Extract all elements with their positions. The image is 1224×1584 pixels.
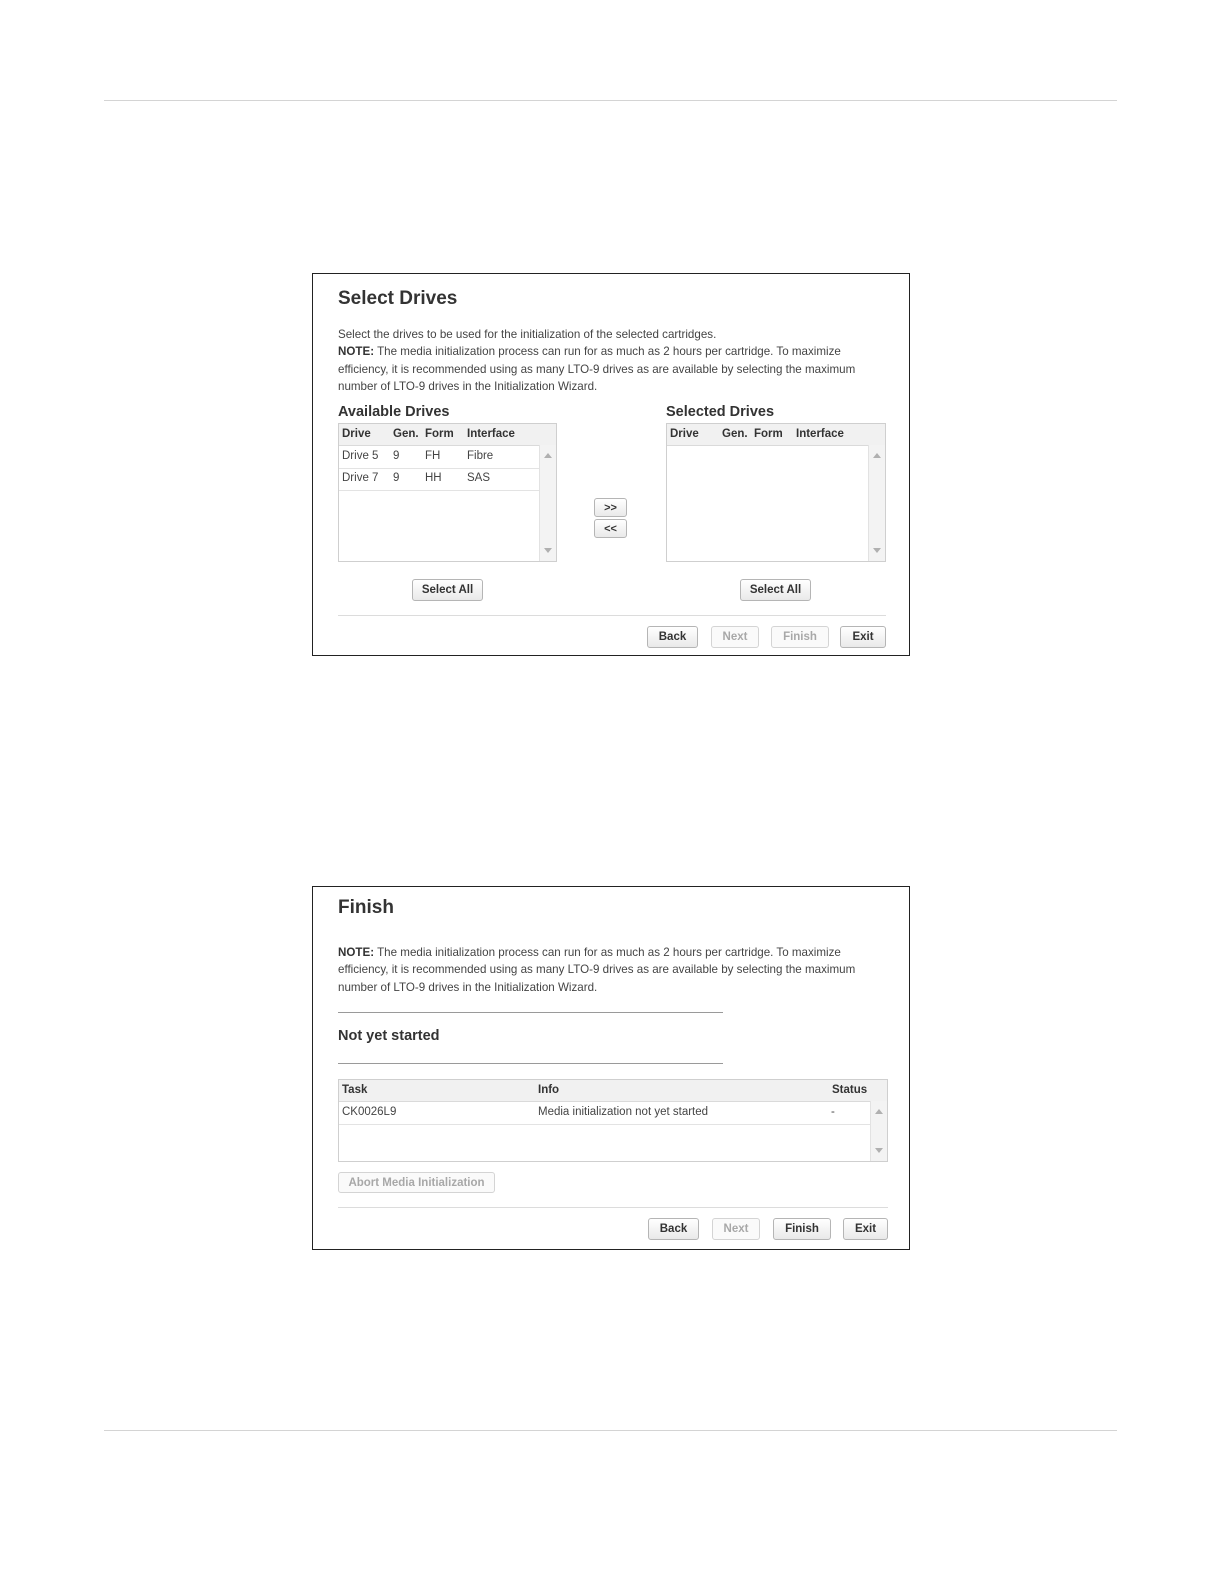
grid-header	[339, 424, 556, 446]
column-header-interface[interactable]: Interface	[467, 428, 515, 440]
page-footer-rule	[104, 1430, 1117, 1431]
cell-form: HH	[425, 472, 442, 484]
cell-form: FH	[425, 450, 441, 462]
status-bottom-rule	[338, 1063, 723, 1064]
finish-note	[338, 944, 898, 996]
table-row[interactable]	[339, 1102, 872, 1125]
note-line: number of LTO-9 drives in the Initialization Wizard.	[338, 980, 598, 994]
footer-divider	[338, 1207, 888, 1208]
available-drives-title: Available Drives	[338, 404, 450, 420]
select-drives-description	[338, 326, 898, 395]
note-line: The media initialization process can run for as much as 2 hours per cartridge. To maximize	[377, 946, 841, 959]
status-heading: Not yet started	[338, 1028, 440, 1044]
exit-button[interactable]: Exit	[840, 626, 886, 648]
cell-drive: Drive 5	[342, 450, 379, 462]
column-header-interface[interactable]: Interface	[796, 428, 844, 440]
cell-drive: Drive 7	[342, 472, 379, 484]
vertical-scrollbar[interactable]	[870, 1101, 887, 1161]
scroll-up-arrow-icon[interactable]	[873, 453, 881, 458]
note-line: number of LTO-9 drives in the Initialization Wizard.	[338, 379, 598, 393]
next-button[interactable]: Next	[711, 626, 759, 648]
scroll-up-arrow-icon[interactable]	[875, 1109, 883, 1114]
next-button[interactable]: Next	[712, 1218, 760, 1240]
scroll-up-arrow-icon[interactable]	[544, 453, 552, 458]
scroll-down-arrow-icon[interactable]	[544, 548, 552, 553]
column-header-drive[interactable]: Drive	[670, 428, 699, 440]
back-button[interactable]: Back	[647, 626, 698, 648]
column-header-gen[interactable]: Gen.	[722, 428, 748, 440]
cell-gen: 9	[393, 472, 400, 484]
cell-info: Media initialization not yet started	[538, 1106, 709, 1118]
exit-button[interactable]: Exit	[843, 1218, 888, 1240]
back-button[interactable]: Back	[648, 1218, 699, 1240]
grid-header	[339, 1080, 887, 1102]
note-line: efficiency, it is recommended using as many LTO-9 drives as are available by selecting the maximum	[338, 362, 856, 376]
select-drives-title: Select Drives	[338, 288, 458, 309]
note-label: NOTE:	[338, 345, 375, 359]
select-drives-screenshot	[312, 273, 910, 656]
column-header-form[interactable]: Form	[425, 428, 454, 440]
column-header-form[interactable]: Form	[754, 428, 783, 440]
note-line: The media initialization process can run for as much as 2 hours per cartridge. To maximize	[377, 345, 841, 359]
cell-interface: SAS	[467, 472, 491, 484]
cell-gen: 9	[393, 450, 400, 462]
column-header-gen[interactable]: Gen.	[393, 428, 419, 440]
cell-task: CK0026L9	[342, 1106, 397, 1118]
table-row[interactable]	[339, 446, 541, 469]
select-drives-intro: Select the drives to be used for the initialization of the selected cartridges.	[338, 328, 717, 341]
grid-header	[667, 424, 885, 446]
note-line: efficiency, it is recommended using as many LTO-9 drives as are available by selecting the maximum	[338, 963, 856, 977]
available-select-all-button[interactable]: Select All	[412, 579, 483, 601]
finish-screenshot	[312, 886, 910, 1250]
selected-drives-grid	[666, 423, 886, 562]
column-header-drive[interactable]: Drive	[342, 428, 371, 440]
vertical-scrollbar[interactable]	[868, 445, 885, 561]
task-grid	[338, 1079, 888, 1162]
vertical-scrollbar[interactable]	[539, 445, 556, 561]
page-header-rule	[104, 100, 1117, 101]
selected-drives-title: Selected Drives	[666, 404, 775, 420]
column-header-info[interactable]: Info	[538, 1084, 560, 1096]
finish-button[interactable]: Finish	[773, 1218, 831, 1240]
finish-title: Finish	[338, 897, 394, 918]
cell-status: -	[831, 1106, 835, 1118]
table-row[interactable]	[339, 468, 541, 491]
available-drives-grid	[338, 423, 557, 562]
column-header-task[interactable]: Task	[342, 1084, 368, 1096]
column-header-status[interactable]: Status	[832, 1084, 868, 1096]
footer-divider	[338, 615, 886, 616]
move-right-button[interactable]: >>	[594, 498, 627, 517]
move-left-button[interactable]: <<	[594, 519, 627, 538]
abort-media-initialization-button[interactable]: Abort Media Initialization	[338, 1172, 495, 1193]
selected-select-all-button[interactable]: Select All	[740, 579, 811, 601]
status-top-rule	[338, 1012, 723, 1013]
scroll-down-arrow-icon[interactable]	[873, 548, 881, 553]
scroll-down-arrow-icon[interactable]	[875, 1148, 883, 1153]
cell-interface: Fibre	[467, 450, 494, 462]
note-label: NOTE:	[338, 946, 375, 959]
finish-button[interactable]: Finish	[771, 626, 829, 648]
